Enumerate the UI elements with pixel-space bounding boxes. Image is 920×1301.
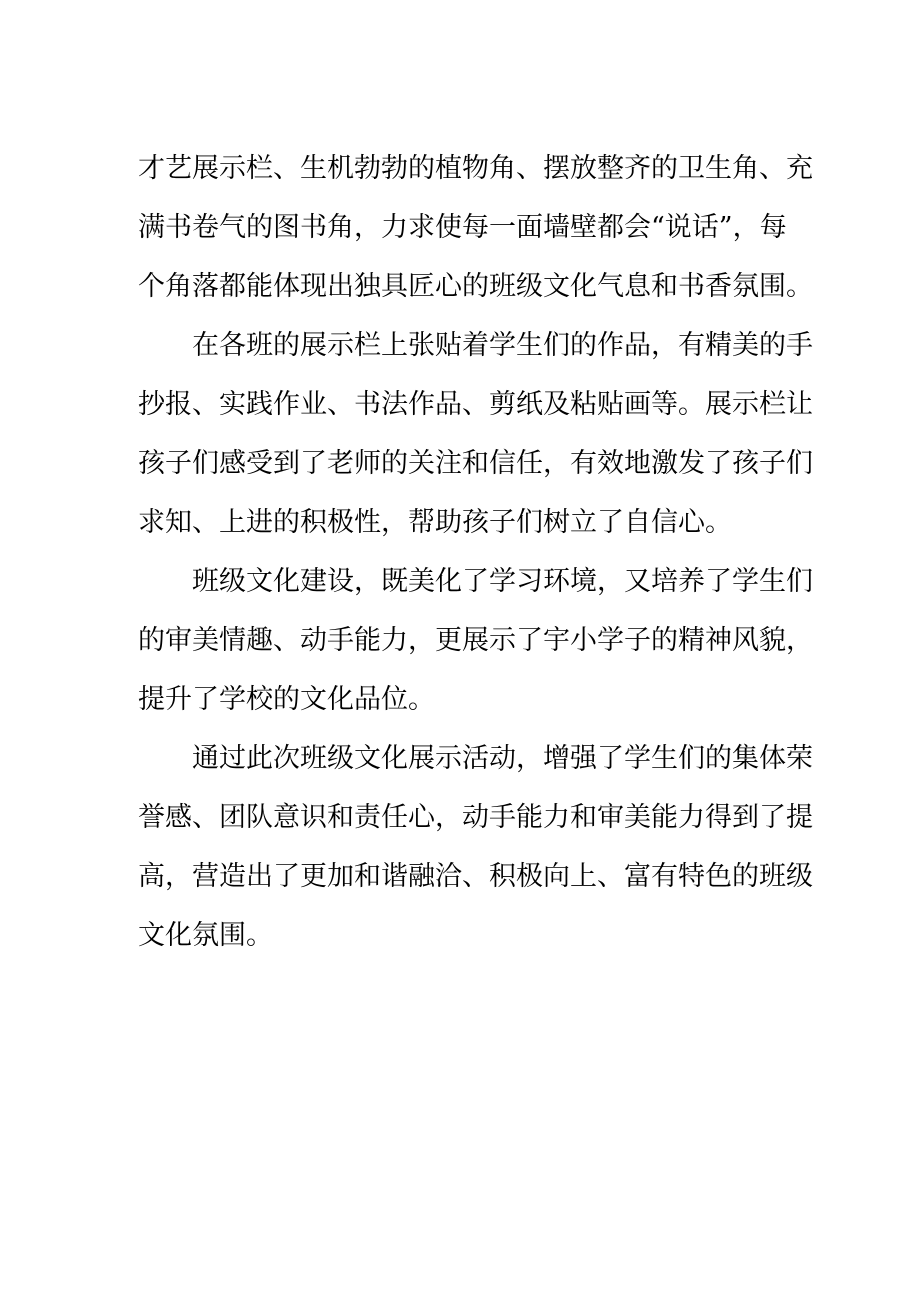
text-line: 求知、上进的积极性，帮助孩子们树立了自信心。	[138, 507, 732, 538]
text-line: 个角落都能体现出独具匠心的班级文化气息和书香氛围。	[138, 271, 813, 302]
document-body	[138, 139, 813, 965]
paragraph-start-line: 班级文化建设，既美化了学习环境，又培养了学生们	[192, 566, 813, 597]
text-line: 抄报、实践作业、书法作品、剪纸及粘贴画等。展示栏让	[138, 389, 813, 420]
paragraph-start-line: 通过此次班级文化展示活动，增强了学生们的集体荣	[192, 743, 813, 774]
text-line: 才艺展示栏、生机勃勃的植物角、摆放整齐的卫生角、充	[138, 153, 813, 184]
text-line: 文化氛围。	[138, 920, 273, 951]
text-line: 孩子们感受到了老师的关注和信任，有效地激发了孩子们	[138, 448, 813, 479]
text-line: 提升了学校的文化品位。	[138, 684, 435, 715]
text-line: 高，营造出了更加和谐融洽、积极向上、富有特色的班级	[138, 861, 813, 892]
text-line: 的审美情趣、动手能力，更展示了宇小学子的精神风貌，	[138, 625, 813, 656]
text-line: 满书卷气的图书角，力求使每一面墙壁都会“说话”，每	[138, 212, 787, 243]
paragraph-start-line: 在各班的展示栏上张贴着学生们的作品，有精美的手	[192, 330, 813, 361]
text-line: 誉感、团队意识和责任心，动手能力和审美能力得到了提	[138, 802, 813, 833]
